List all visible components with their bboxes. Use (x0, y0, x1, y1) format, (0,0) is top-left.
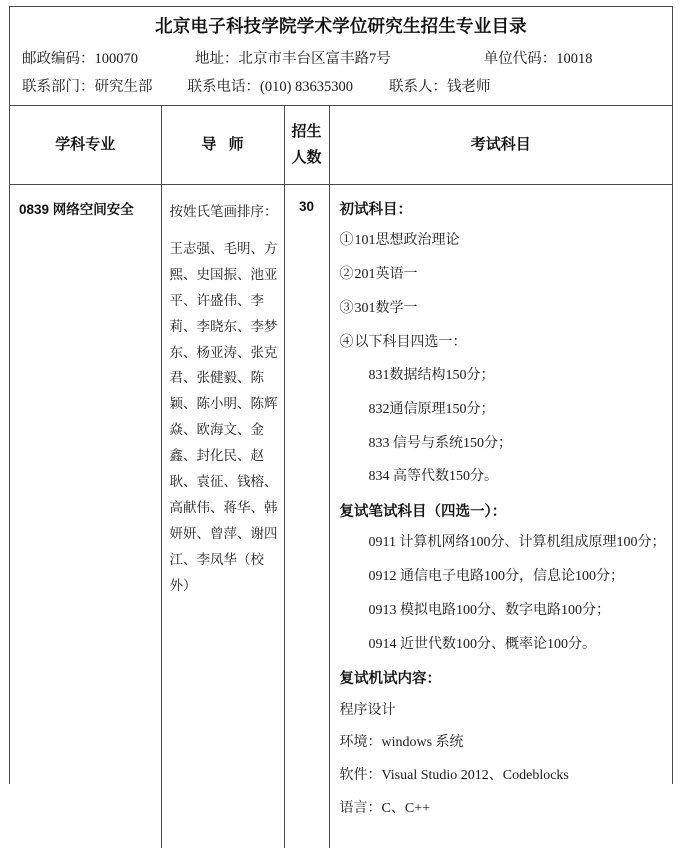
cell-exam-subjects (329, 185, 672, 848)
initial-exam-item (340, 230, 673, 252)
retest-written-item: 0911 计算机网络100分、计算机组成原理100分； (340, 532, 673, 554)
table-header-row (10, 106, 672, 185)
unit-code-label: 单位代码： (484, 51, 557, 67)
elective-exam-item: 834 高等代数150分。 (340, 466, 673, 488)
column-header-advisor-label: 导 师 (162, 132, 284, 158)
initial-exam-item (340, 332, 673, 354)
document-frame (9, 6, 673, 784)
list-marker: ② (340, 264, 355, 286)
page-title: 北京电子科技学院学术学位研究生招生专业目录 (10, 7, 672, 45)
column-header-advisor (161, 106, 284, 185)
address-field (195, 47, 391, 68)
column-header-quota-line2: 人数 (285, 145, 329, 171)
elective-exam-item: 831数据结构150分； (340, 365, 673, 387)
address-value: 北京市丰台区富丰路7号 (239, 51, 391, 67)
initial-exam-item (340, 298, 673, 320)
retest-computer-heading: 复试机试内容： (340, 668, 673, 690)
department-value: 研究生部 (95, 79, 153, 95)
retest-written-item: 0913 模拟电路100分、数字电路100分； (340, 600, 673, 622)
advisor-sort-note: 按姓氏笔画排序： (170, 199, 284, 225)
phone-field (188, 75, 354, 96)
initial-exam-item-text: 101思想政治理论 (355, 233, 460, 248)
elective-exam-item: 833 信号与系统150分； (340, 433, 673, 455)
retest-computer-item: 程序设计 (340, 700, 673, 722)
contact-row-primary (10, 45, 672, 75)
department-label: 联系部门： (22, 79, 95, 95)
unit-code-field (484, 47, 593, 68)
initial-exam-item (340, 264, 673, 286)
column-header-exam-label: 考试科目 (330, 132, 673, 158)
postcode-label: 邮政编码： (22, 51, 95, 67)
postcode-field (22, 47, 138, 68)
contact-row-secondary (10, 75, 672, 105)
admissions-catalog-table (10, 106, 672, 848)
contact-person-value: 钱老师 (447, 79, 491, 95)
advisor-names: 王志强、毛明、方熙、史国振、池亚平、许盛伟、李莉、李晓东、李梦东、杨亚涛、张克君、张健毅、陈颖、陈小明、陈辉焱、欧海文、金鑫、封化民、赵耿、袁征、钱榕、高献伟、蒋华、韩妍妍、曾萍、谢四江、李凤华（校外） (170, 236, 284, 599)
phone-value: (010) 83635300 (260, 79, 353, 95)
cell-advisor-list (161, 185, 284, 848)
elective-exam-item: 832通信原理150分； (340, 399, 673, 421)
initial-exam-item-text: 以下科目四选一： (355, 335, 467, 350)
initial-exam-item-text: 301数学一 (355, 301, 418, 316)
cell-major-name: 0839 网络空间安全 (10, 185, 161, 848)
column-header-quota-line1: 招生 (285, 119, 329, 145)
postcode-value: 100070 (95, 51, 139, 67)
list-marker: ③ (340, 298, 355, 320)
cell-enrollment-quota: 30 (284, 185, 329, 848)
list-marker: ④ (340, 332, 355, 354)
retest-computer-item: 软件：Visual Studio 2012、Codeblocks (340, 765, 673, 787)
list-marker: ① (340, 230, 355, 252)
initial-exam-heading: 初试科目： (340, 199, 673, 221)
column-header-exam (329, 106, 672, 185)
table-row (10, 185, 672, 848)
column-header-major-label: 学科专业 (10, 132, 161, 158)
contact-person-field (389, 75, 491, 96)
retest-computer-item: 环境：windows 系统 (340, 732, 673, 754)
retest-written-item: 0914 近世代数100分、概率论100分。 (340, 634, 673, 656)
department-field (22, 75, 153, 96)
contact-person-label: 联系人： (389, 79, 447, 95)
masthead (10, 7, 672, 106)
address-label: 地址： (195, 51, 239, 67)
retest-computer-item: 语言：C、C++ (340, 798, 673, 820)
phone-label: 联系电话： (188, 79, 261, 95)
initial-exam-item-text: 201英语一 (355, 267, 418, 282)
unit-code-value: 10018 (556, 51, 592, 67)
column-header-major (10, 106, 161, 185)
retest-written-heading: 复试笔试科目（四选一）： (340, 501, 673, 523)
column-header-quota (284, 106, 329, 185)
retest-written-item: 0912 通信电子电路100分，信息论100分； (340, 566, 673, 588)
